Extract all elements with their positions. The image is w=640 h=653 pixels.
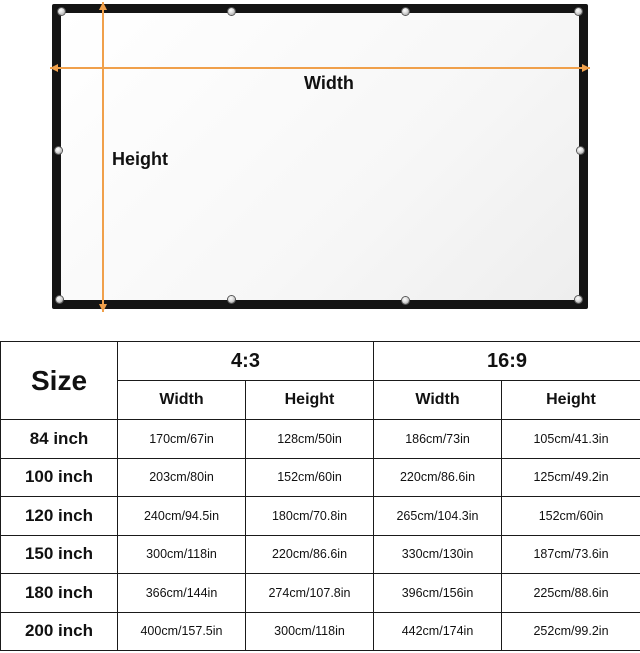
grommet-icon	[55, 147, 62, 154]
value-cell: 220cm/86.6in	[374, 458, 502, 497]
value-cell: 152cm/60in	[502, 497, 640, 536]
value-cell: 300cm/118in	[246, 612, 374, 651]
grommet-icon	[56, 296, 63, 303]
size-cell: 120 inch	[1, 497, 118, 536]
value-cell: 400cm/157.5in	[118, 612, 246, 651]
value-cell: 105cm/41.3in	[502, 420, 640, 459]
column-header-width: Width	[118, 381, 246, 420]
size-cell: 100 inch	[1, 458, 118, 497]
ratio-header-16-9: 16:9	[374, 342, 640, 381]
value-cell: 220cm/86.6in	[246, 535, 374, 574]
width-dimension-line	[50, 67, 590, 69]
table-row	[1, 535, 640, 574]
arrow-right-icon	[582, 64, 590, 72]
value-cell: 187cm/73.6in	[502, 535, 640, 574]
arrow-up-icon	[99, 2, 107, 10]
value-cell: 203cm/80in	[118, 458, 246, 497]
grommet-icon	[58, 8, 65, 15]
value-cell: 330cm/130in	[374, 535, 502, 574]
arrow-left-icon	[50, 64, 58, 72]
grommet-icon	[228, 296, 235, 303]
table-row	[1, 612, 640, 651]
grommet-icon	[402, 297, 409, 304]
value-cell: 225cm/88.6in	[502, 574, 640, 613]
value-cell: 442cm/174in	[374, 612, 502, 651]
table-header-row	[1, 342, 640, 381]
column-header-height: Height	[246, 381, 374, 420]
value-cell: 152cm/60in	[246, 458, 374, 497]
width-label: Width	[304, 73, 354, 93]
grommet-icon	[228, 8, 235, 15]
grommet-icon	[575, 296, 582, 303]
value-cell: 186cm/73in	[374, 420, 502, 459]
height-label: Height	[112, 149, 168, 169]
size-cell: 150 inch	[1, 535, 118, 574]
value-cell: 274cm/107.8in	[246, 574, 374, 613]
ratio-header-4-3: 4:3	[118, 342, 374, 381]
value-cell: 128cm/50in	[246, 420, 374, 459]
grommet-icon	[577, 147, 584, 154]
table-row	[1, 458, 640, 497]
size-cell: 84 inch	[1, 420, 118, 459]
column-header-width: Width	[374, 381, 502, 420]
value-cell: 170cm/67in	[118, 420, 246, 459]
grommet-icon	[402, 8, 409, 15]
value-cell: 396cm/156in	[374, 574, 502, 613]
size-cell: 180 inch	[1, 574, 118, 613]
column-header-height: Height	[502, 381, 640, 420]
arrow-down-icon	[99, 304, 107, 312]
size-table	[0, 341, 640, 651]
grommet-icon	[575, 8, 582, 15]
table-row	[1, 574, 640, 613]
table-row	[1, 420, 640, 459]
value-cell: 366cm/144in	[118, 574, 246, 613]
value-cell: 125cm/49.2in	[502, 458, 640, 497]
value-cell: 240cm/94.5in	[118, 497, 246, 536]
height-dimension-line	[102, 2, 104, 312]
value-cell: 265cm/104.3in	[374, 497, 502, 536]
value-cell: 300cm/118in	[118, 535, 246, 574]
value-cell: 252cm/99.2in	[502, 612, 640, 651]
value-cell: 180cm/70.8in	[246, 497, 374, 536]
size-header: Size	[1, 342, 118, 420]
table-row	[1, 497, 640, 536]
size-cell: 200 inch	[1, 612, 118, 651]
